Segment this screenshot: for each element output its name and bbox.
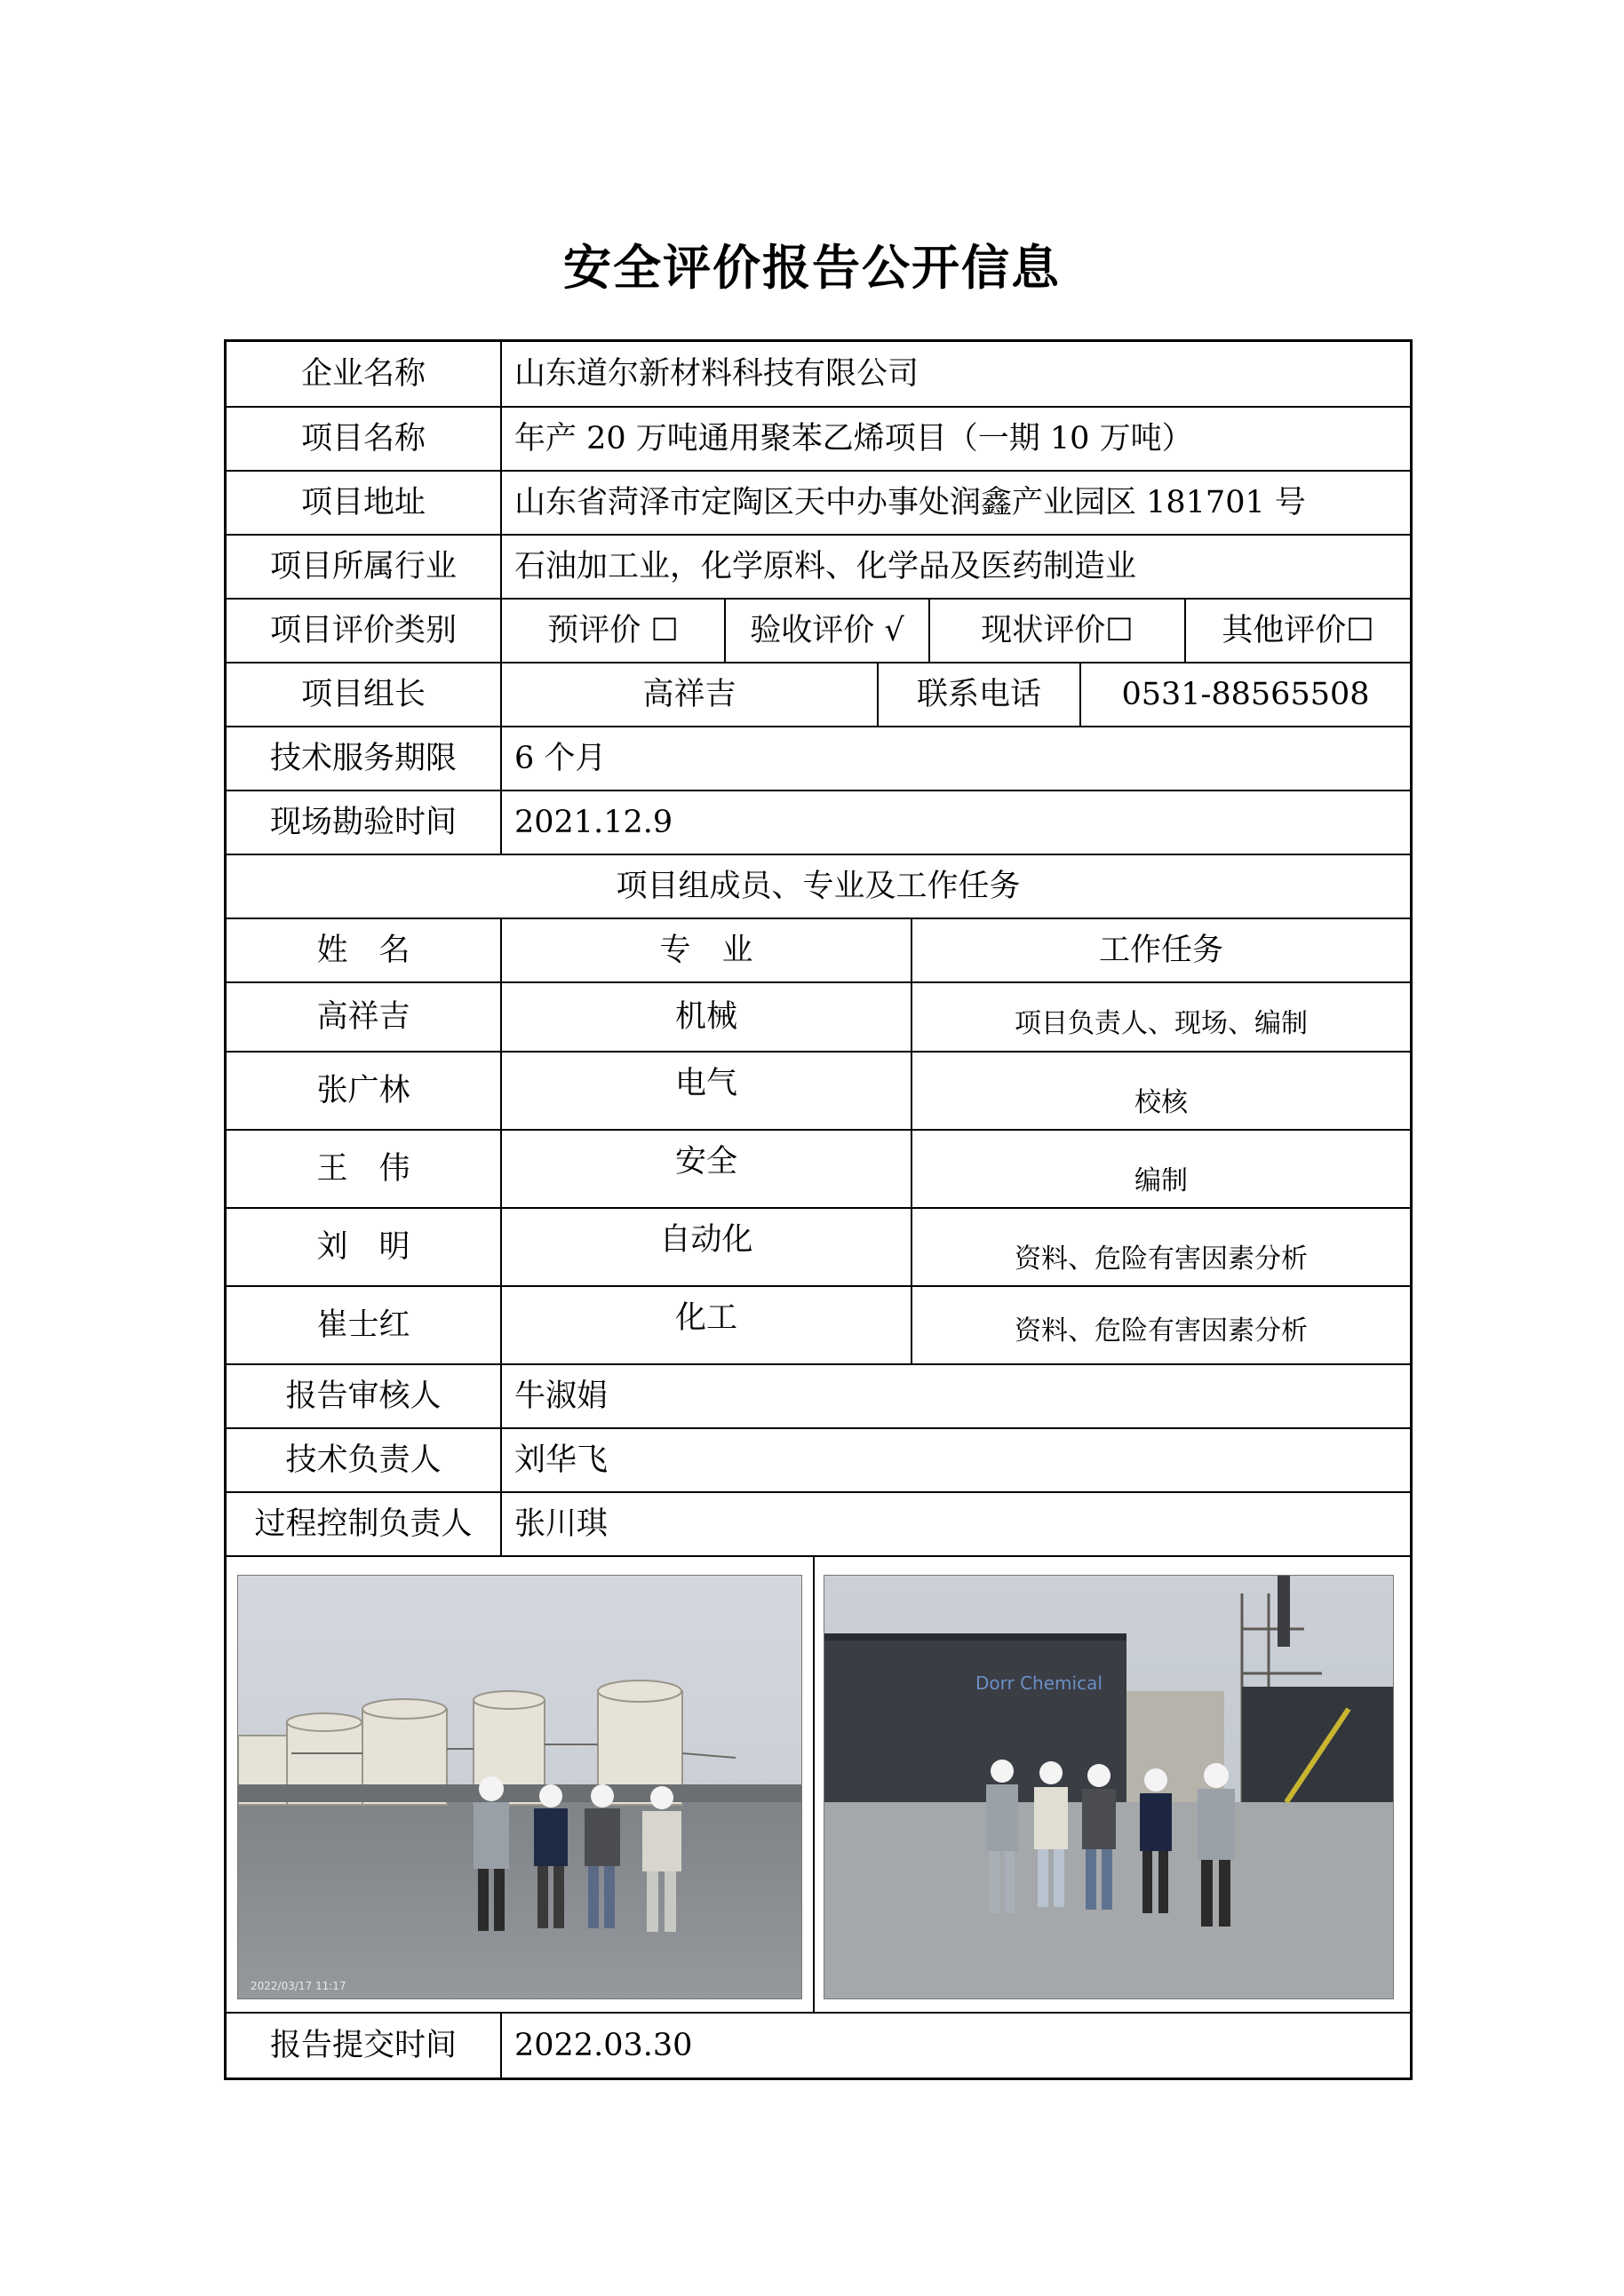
site-photo-plant-building	[824, 1575, 1394, 1999]
label-process: 过程控制负责人	[254, 1506, 473, 1542]
member-major: 自动化	[659, 1221, 753, 1258]
col-task: 工作任务	[1098, 932, 1223, 968]
label-tech: 技术负责人	[285, 1442, 442, 1478]
member-name: 刘 明	[316, 1228, 410, 1265]
label-leader: 项目组长	[300, 676, 426, 712]
label-submit: 报告提交时间	[269, 2027, 457, 2063]
value-reviewer: 牛淑娟	[514, 1378, 609, 1414]
photo-timestamp: 2022/03/17 11:17	[251, 1980, 346, 1992]
member-name: 张广林	[316, 1072, 410, 1108]
value-address: 山东省菏泽市定陶区天中办事处润鑫产业园区 181701 号	[514, 484, 1306, 520]
member-major: 安全	[674, 1143, 737, 1180]
member-task: 资料、危险有害因素分析	[1015, 1315, 1308, 1347]
member-task: 项目负责人、现场、编制	[1015, 1008, 1308, 1039]
value-industry: 石油加工业，化学原料、化学品及医药制造业	[514, 548, 1137, 584]
member-task: 校核	[1134, 1087, 1188, 1118]
label-industry: 项目所属行业	[269, 548, 457, 584]
page-title: 安全评价报告公开信息	[563, 240, 1061, 296]
value-submit: 2022.03.30	[514, 2027, 693, 2063]
value-company: 山东道尔新材料科技有限公司	[514, 355, 919, 392]
label-address: 项目地址	[300, 484, 426, 520]
member-name: 王 伟	[316, 1150, 410, 1187]
label-reviewer: 报告审核人	[285, 1378, 442, 1414]
info-table	[224, 339, 1413, 2080]
building-sign: Dorr Chemical	[975, 1672, 1103, 1694]
label-period: 技术服务期限	[269, 740, 457, 776]
category-status: 现状评价☐	[981, 612, 1134, 648]
value-leader: 高祥吉	[642, 676, 736, 712]
value-survey: 2021.12.9	[514, 804, 673, 840]
member-major: 电气	[674, 1065, 737, 1101]
member-name: 崔士红	[316, 1307, 410, 1343]
label-company: 企业名称	[300, 355, 426, 392]
member-task: 编制	[1134, 1165, 1188, 1196]
label-phone: 联系电话	[916, 676, 1041, 712]
col-major: 专 业	[659, 932, 753, 968]
member-major: 化工	[674, 1299, 737, 1336]
value-phone: 0531-88565508	[1121, 676, 1370, 712]
member-name: 高祥吉	[316, 998, 410, 1035]
value-project: 年产 20 万吨通用聚苯乙烯项目（一期 10 万吨）	[514, 420, 1193, 457]
value-period: 6 个月	[514, 740, 607, 776]
value-process: 张川琪	[514, 1506, 609, 1542]
member-task: 资料、危险有害因素分析	[1015, 1243, 1308, 1275]
label-project: 项目名称	[300, 420, 426, 457]
label-category: 项目评价类别	[269, 612, 457, 648]
members-header: 项目组成员、专业及工作任务	[616, 868, 1021, 904]
value-tech: 刘华飞	[514, 1442, 609, 1478]
category-acceptance: 验收评价 √	[750, 612, 904, 648]
category-other: 其他评价☐	[1222, 612, 1374, 648]
col-name: 姓 名	[316, 932, 410, 968]
site-photo-tank-farm	[237, 1575, 802, 1999]
member-major: 机械	[674, 998, 737, 1035]
category-pre: 预评价 ☐	[547, 612, 679, 648]
label-survey: 现场勘验时间	[269, 804, 457, 840]
